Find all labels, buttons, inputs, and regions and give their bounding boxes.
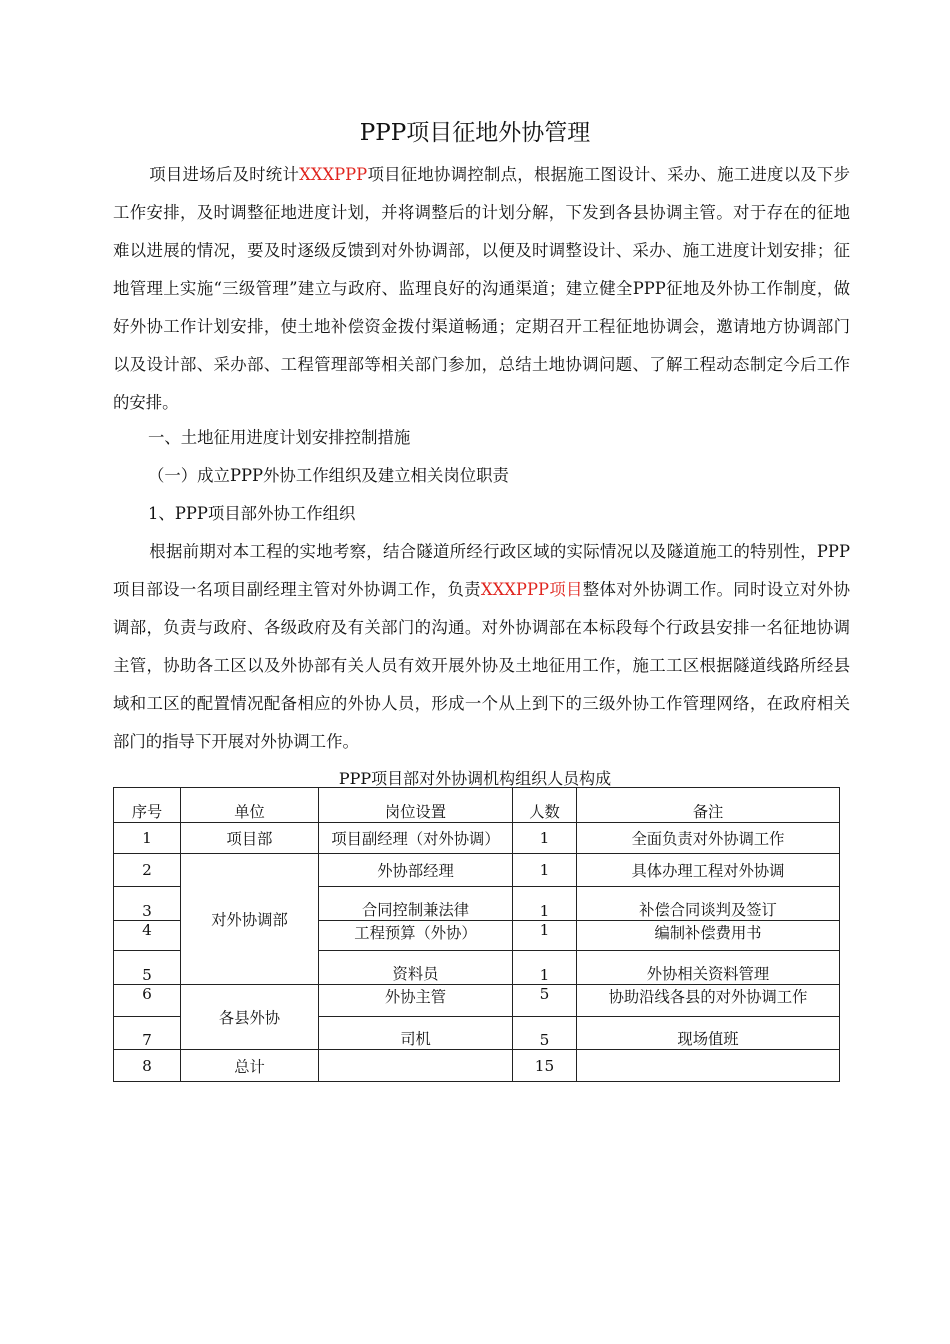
cell-note: 补偿合同谈判及签订 <box>577 887 840 921</box>
cell-no: 6 <box>114 985 181 1017</box>
table-header-row <box>114 788 840 823</box>
section-heading-1: 一、土地征用进度计划安排控制措施 <box>148 428 411 447</box>
cell-no: 2 <box>114 854 181 887</box>
cell-unit: 项目部 <box>181 823 319 854</box>
cell-position: 合同控制兼法律 <box>319 887 513 921</box>
table-row <box>114 985 840 1017</box>
cell-count: 5 <box>513 985 577 1017</box>
org-paragraph <box>113 533 850 761</box>
cell-note: 具体办理工程对外协调 <box>577 854 840 887</box>
cell-note: 现场值班 <box>577 1017 840 1050</box>
cell-count: 5 <box>513 1017 577 1050</box>
page-title: PPP项目征地外协管理 <box>359 120 591 146</box>
header-position: 岗位设置 <box>319 788 513 823</box>
cell-no: 7 <box>114 1017 181 1050</box>
cell-no: 4 <box>114 921 181 951</box>
table-row <box>114 1050 840 1082</box>
org-highlight: XXXPPP项目 <box>480 580 583 599</box>
cell-unit-merged: 对外协调部 <box>181 854 319 985</box>
cell-position: 外协部经理 <box>319 854 513 887</box>
intro-highlight: XXXPPP <box>299 165 368 184</box>
cell-count: 1 <box>513 854 577 887</box>
section-heading-2: （一）成立PPP外协工作组织及建立相关岗位职责 <box>148 466 509 485</box>
intro-text-1: 项目进场后及时统计 <box>149 165 300 184</box>
section-heading-3: 1、PPP项目部外协工作组织 <box>148 504 356 523</box>
table-caption: PPP项目部对外协调机构组织人员构成 <box>338 769 612 788</box>
cell-unit: 总计 <box>181 1050 319 1082</box>
org-text-2: 整体对外协调工作。同时设立对外协调部，负责与政府、各级政府及有关部门的沟通。对外协调部在本标段每个行政县安排一名征地协调主管，协助各工区以及外协部有关人员有效开展外协及土地征用工作，施工工区根据隧道线路所经县域和工区的配置情况配备相应的外协人员，形成一个从上到下的三级外协工作管理网络，在政府相关部门的指导下开展对外协调工作。 <box>113 580 851 751</box>
org-text-1: 根据前期对本工程的实地考察，结合隧道所经行政区域的实际情况以及隧道施工的特别性，PPP项目部设一名项目副经理主管对外协调工作，负责 <box>113 542 850 599</box>
cell-position: 资料员 <box>319 951 513 985</box>
table-row <box>114 854 840 887</box>
table-row <box>114 823 840 854</box>
cell-note: 协助沿线各县的对外协调工作 <box>577 985 840 1017</box>
cell-position: 外协主管 <box>319 985 513 1017</box>
cell-position: 项目副经理（对外协调） <box>319 823 513 854</box>
header-unit: 单位 <box>181 788 319 823</box>
cell-note: 外协相关资料管理 <box>577 951 840 985</box>
cell-unit-merged: 各县外协 <box>181 985 319 1050</box>
cell-position: 司机 <box>319 1017 513 1050</box>
header-note: 备注 <box>577 788 840 823</box>
intro-text-2: 项目征地协调控制点，根据施工图设计、采办、施工进度以及下步工作安排，及时调整征地进度计划，并将调整后的计划分解，下发到各县协调主管。对于存在的征地难以进展的情况，要及时逐级反馈到对外协调部，以便及时调整设计、采办、施工进度计划安排；征地管理上实施“三级管理”建立与政府、监理良好的沟通渠道；建立健全PPP征地及外协工作制度，做好外协工作计划安排，使土地补偿资金拨付渠道畅通；定期召开工程征地协调会，邀请地方协调部门以及设计部、采办部、工程管理部等相关部门参加，总结土地协调问题、了解工程动态制定今后工作的安排。 <box>113 165 851 412</box>
cell-count: 1 <box>513 951 577 985</box>
cell-position <box>319 1050 513 1082</box>
cell-note: 全面负责对外协调工作 <box>577 823 840 854</box>
staff-table <box>113 787 840 1082</box>
header-no: 序号 <box>114 788 181 823</box>
cell-no: 1 <box>114 823 181 854</box>
cell-position: 工程预算（外协） <box>319 921 513 951</box>
cell-note <box>577 1050 840 1082</box>
cell-note: 编制补偿费用书 <box>577 921 840 951</box>
cell-count: 1 <box>513 823 577 854</box>
cell-count: 15 <box>513 1050 577 1082</box>
header-count: 人数 <box>513 788 577 823</box>
cell-count: 1 <box>513 921 577 951</box>
cell-no: 3 <box>114 887 181 921</box>
cell-count: 1 <box>513 887 577 921</box>
intro-paragraph <box>113 156 850 422</box>
cell-no: 8 <box>114 1050 181 1082</box>
cell-no: 5 <box>114 951 181 985</box>
